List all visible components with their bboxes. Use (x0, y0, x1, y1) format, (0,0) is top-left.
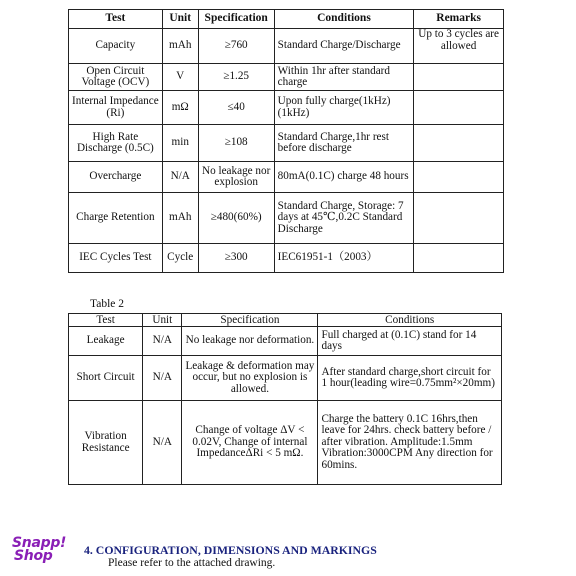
section-note: Please refer to the attached drawing. (108, 557, 276, 569)
logo-line-1: Snapp! (12, 535, 67, 551)
snapp-shop-logo (12, 537, 78, 567)
spec-table-2 (68, 313, 502, 485)
col-header-conditions: Conditions (318, 314, 502, 327)
col-header-conditions: Conditions (274, 10, 414, 29)
cell-unit: V (162, 64, 198, 91)
table-row (69, 356, 502, 401)
cell-remarks (414, 125, 504, 162)
cell-test: Short Circuit (69, 356, 143, 401)
cell-test: Vibration Resistance (69, 401, 143, 485)
cell-conditions: Upon fully charge(1kHz) (1kHz) (274, 91, 414, 125)
table-row (69, 162, 504, 193)
col-header-specification: Specification (182, 314, 318, 327)
cell-test: Capacity (69, 29, 163, 64)
cell-remarks (414, 91, 504, 125)
section-heading: 4. CONFIGURATION, DIMENSIONS AND MARKINGS (84, 543, 377, 557)
cell-spec: Leakage & deformation may occur, but no explosion is allowed. (182, 356, 318, 401)
cell-test: Leakage (69, 327, 143, 356)
table-row (69, 244, 504, 273)
cell-spec: ≥480(60%) (198, 193, 274, 244)
logo-line-2: Shop (14, 548, 53, 564)
cell-spec: ≥108 (198, 125, 274, 162)
cell-spec: ≥760 (198, 29, 274, 64)
table-header-row (69, 10, 504, 29)
table-row (69, 91, 504, 125)
table-row (69, 64, 504, 91)
cell-spec: ≥300 (198, 244, 274, 273)
col-header-specification: Specification (198, 10, 274, 29)
cell-conditions: Standard Charge/Discharge (274, 29, 414, 64)
cell-test: IEC Cycles Test (69, 244, 163, 273)
cell-conditions: Within 1hr after standard charge (274, 64, 414, 91)
cell-unit: N/A (162, 162, 198, 193)
cell-conditions: 80mA(0.1C) charge 48 hours (274, 162, 414, 193)
table-row (69, 401, 502, 485)
cell-conditions: Standard Charge,1hr rest before discharge (274, 125, 414, 162)
col-header-remarks: Remarks (414, 10, 504, 29)
cell-spec: No leakage nor explosion (198, 162, 274, 193)
col-header-unit: Unit (143, 314, 182, 327)
table-row (69, 125, 504, 162)
table-row (69, 327, 502, 356)
cell-test: Overcharge (69, 162, 163, 193)
table-row (69, 29, 504, 64)
spec-table-1 (68, 9, 504, 273)
cell-unit: mΩ (162, 91, 198, 125)
cell-conditions: After standard charge,short circuit for 1 hour(leading wire=0.75mm²×20mm) (318, 356, 502, 401)
cell-test: Open Circuit Voltage (OCV) (69, 64, 163, 91)
cell-spec: ≥1.25 (198, 64, 274, 91)
cell-spec: No leakage nor deformation. (182, 327, 318, 356)
cell-spec: ≤40 (198, 91, 274, 125)
cell-remarks (414, 64, 504, 91)
cell-remarks: Up to 3 cycles are allowed (414, 29, 504, 64)
table-2-caption: Table 2 (90, 298, 125, 310)
table-row (69, 193, 504, 244)
table-header-row (69, 314, 502, 327)
cell-unit: min (162, 125, 198, 162)
cell-conditions: IEC61951-1（2003） (274, 244, 414, 273)
cell-conditions: Full charged at (0.1C) stand for 14 days (318, 327, 502, 356)
col-header-test: Test (69, 314, 143, 327)
cell-unit: Cycle (162, 244, 198, 273)
cell-test: Charge Retention (69, 193, 163, 244)
col-header-test: Test (69, 10, 163, 29)
cell-test: High Rate Discharge (0.5C) (69, 125, 163, 162)
cell-conditions: Charge the battery 0.1C 16hrs,then leave for 24hrs. check battery before / after vibration. Amplitude:1.5mm Vibration:3000CPM Any direction for 60mins. (318, 401, 502, 485)
cell-unit: mAh (162, 193, 198, 244)
cell-spec: Change of voltage ΔV < 0.02V, Change of internal ImpedanceΔRi < 5 mΩ. (182, 401, 318, 485)
cell-unit: mAh (162, 29, 198, 64)
cell-unit: N/A (143, 401, 182, 485)
cell-remarks (414, 162, 504, 193)
col-header-unit: Unit (162, 10, 198, 29)
cell-unit: N/A (143, 327, 182, 356)
cell-remarks (414, 193, 504, 244)
cell-unit: N/A (143, 356, 182, 401)
cell-conditions: Standard Charge, Storage: 7 days at 45℃,0.2C Standard Discharge (274, 193, 414, 244)
cell-test: Internal Impedance (Ri) (69, 91, 163, 125)
cell-remarks (414, 244, 504, 273)
